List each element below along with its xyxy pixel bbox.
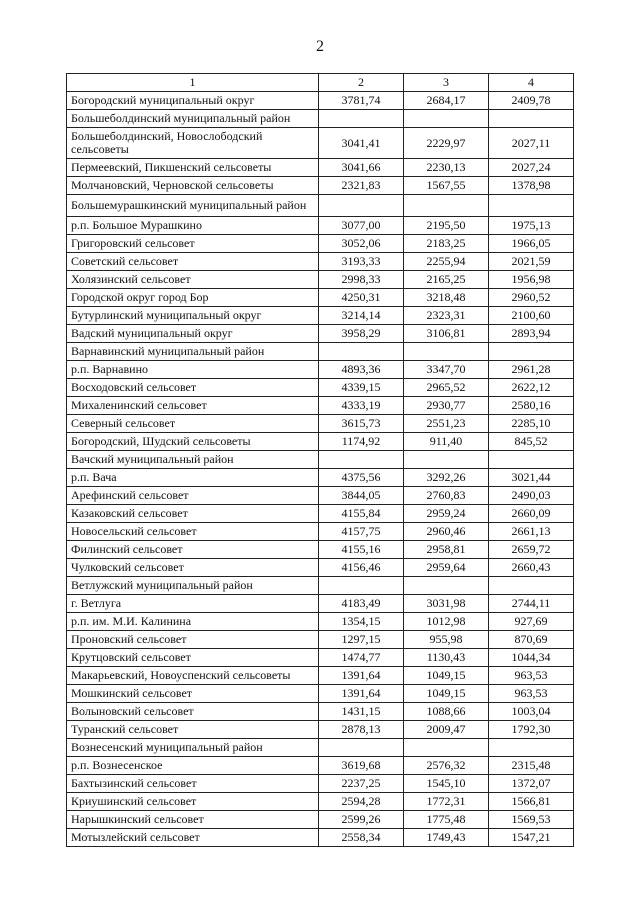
row-value-cell-4 bbox=[489, 110, 574, 128]
row-value-cell-3: 1749,43 bbox=[404, 829, 489, 847]
page-number: 2 bbox=[316, 38, 324, 55]
row-value-cell-2: 2594,28 bbox=[319, 793, 404, 811]
row-value-cell-2 bbox=[319, 577, 404, 595]
row-value-cell-4: 963,53 bbox=[489, 685, 574, 703]
row-value-cell-3 bbox=[404, 195, 489, 217]
row-value-cell-2: 3052,06 bbox=[319, 235, 404, 253]
row-value-cell-4: 1547,21 bbox=[489, 829, 574, 847]
row-name-cell: Большеболдинский, Новослободский сельсоветы bbox=[67, 128, 319, 159]
row-value-cell-3: 1088,66 bbox=[404, 703, 489, 721]
row-value-cell-4: 2285,10 bbox=[489, 415, 574, 433]
row-name-cell: Казаковский сельсовет bbox=[67, 505, 319, 523]
row-value-cell-3: 2009,47 bbox=[404, 721, 489, 739]
row-value-cell-4 bbox=[489, 343, 574, 361]
row-name-cell: Северный сельсовет bbox=[67, 415, 319, 433]
row-value-cell-3: 3218,48 bbox=[404, 289, 489, 307]
row-value-cell-2: 3041,41 bbox=[319, 128, 404, 159]
row-value-cell-2: 2237,25 bbox=[319, 775, 404, 793]
row-name-cell: Филинский сельсовет bbox=[67, 541, 319, 559]
row-value-cell-3: 2684,17 bbox=[404, 92, 489, 110]
row-value-cell-3: 1012,98 bbox=[404, 613, 489, 631]
row-name-cell: Волыновский сельсовет bbox=[67, 703, 319, 721]
row-value-cell-2: 1297,15 bbox=[319, 631, 404, 649]
row-value-cell-3: 911,40 bbox=[404, 433, 489, 451]
table-row bbox=[67, 487, 574, 505]
row-value-cell-2: 4157,75 bbox=[319, 523, 404, 541]
row-name-cell: Варнавинский муниципальный район bbox=[67, 343, 319, 361]
row-value-cell-4: 2893,94 bbox=[489, 325, 574, 343]
row-name-cell: р.п. им. М.И. Калинина bbox=[67, 613, 319, 631]
row-name-cell: Криушинский сельсовет bbox=[67, 793, 319, 811]
row-name-cell: Михаленинский сельсовет bbox=[67, 397, 319, 415]
row-name-cell: Большемурашкинский муниципальный район bbox=[67, 195, 319, 217]
table-row bbox=[67, 613, 574, 631]
row-name-cell: Большеболдинский муниципальный район bbox=[67, 110, 319, 128]
row-name-cell: Холязинский сельсовет bbox=[67, 271, 319, 289]
row-value-cell-3: 2195,50 bbox=[404, 217, 489, 235]
table-row bbox=[67, 397, 574, 415]
row-value-cell-4: 1003,04 bbox=[489, 703, 574, 721]
row-value-cell-2: 1354,15 bbox=[319, 613, 404, 631]
row-value-cell-3 bbox=[404, 110, 489, 128]
row-name-cell: Молчановский, Черновской сельсоветы bbox=[67, 177, 319, 195]
row-value-cell-2: 4156,46 bbox=[319, 559, 404, 577]
row-value-cell-2: 3619,68 bbox=[319, 757, 404, 775]
table-row bbox=[67, 253, 574, 271]
row-value-cell-3: 955,98 bbox=[404, 631, 489, 649]
row-name-cell: Арефинский сельсовет bbox=[67, 487, 319, 505]
row-value-cell-3: 1772,31 bbox=[404, 793, 489, 811]
row-value-cell-4: 1372,07 bbox=[489, 775, 574, 793]
row-name-cell: Бутурлинский муниципальный округ bbox=[67, 307, 319, 325]
row-name-cell: Новосельский сельсовет bbox=[67, 523, 319, 541]
row-value-cell-3 bbox=[404, 739, 489, 757]
row-value-cell-4: 2409,78 bbox=[489, 92, 574, 110]
row-name-cell: Вадский муниципальный округ bbox=[67, 325, 319, 343]
row-value-cell-3 bbox=[404, 343, 489, 361]
row-value-cell-4: 2961,28 bbox=[489, 361, 574, 379]
data-table bbox=[66, 73, 574, 847]
row-name-cell: Богородский муниципальный округ bbox=[67, 92, 319, 110]
header-cell-3: 3 bbox=[404, 74, 489, 92]
row-value-cell-4: 927,69 bbox=[489, 613, 574, 631]
row-name-cell: г. Ветлуга bbox=[67, 595, 319, 613]
row-value-cell-4: 2660,09 bbox=[489, 505, 574, 523]
row-value-cell-3: 3292,26 bbox=[404, 469, 489, 487]
row-value-cell-4: 2744,11 bbox=[489, 595, 574, 613]
table-row bbox=[67, 523, 574, 541]
row-value-cell-4: 1956,98 bbox=[489, 271, 574, 289]
row-name-cell: Крутцовский сельсовет bbox=[67, 649, 319, 667]
row-value-cell-2: 2321,83 bbox=[319, 177, 404, 195]
row-value-cell-4 bbox=[489, 577, 574, 595]
row-value-cell-3 bbox=[404, 451, 489, 469]
row-name-cell: р.п. Вача bbox=[67, 469, 319, 487]
row-value-cell-4: 2580,16 bbox=[489, 397, 574, 415]
table-body bbox=[67, 74, 574, 847]
row-value-cell-2: 4375,56 bbox=[319, 469, 404, 487]
row-name-cell: Чулковский сельсовет bbox=[67, 559, 319, 577]
row-value-cell-4: 2027,11 bbox=[489, 128, 574, 159]
table-row bbox=[67, 559, 574, 577]
row-value-cell-2 bbox=[319, 739, 404, 757]
row-name-cell: Пермеевский, Пикшенский сельсоветы bbox=[67, 159, 319, 177]
row-value-cell-4: 1566,81 bbox=[489, 793, 574, 811]
row-value-cell-2: 3958,29 bbox=[319, 325, 404, 343]
table-row bbox=[67, 289, 574, 307]
row-value-cell-4: 2661,13 bbox=[489, 523, 574, 541]
row-name-cell: Городской округ город Бор bbox=[67, 289, 319, 307]
row-value-cell-3: 2958,81 bbox=[404, 541, 489, 559]
row-value-cell-3: 2255,94 bbox=[404, 253, 489, 271]
row-value-cell-2: 4893,36 bbox=[319, 361, 404, 379]
row-value-cell-3 bbox=[404, 577, 489, 595]
row-value-cell-4 bbox=[489, 739, 574, 757]
row-value-cell-4: 2960,52 bbox=[489, 289, 574, 307]
row-value-cell-4 bbox=[489, 195, 574, 217]
row-value-cell-3: 3106,81 bbox=[404, 325, 489, 343]
row-value-cell-2: 3615,73 bbox=[319, 415, 404, 433]
row-value-cell-2: 3077,00 bbox=[319, 217, 404, 235]
row-value-cell-2: 4183,49 bbox=[319, 595, 404, 613]
row-value-cell-3: 2183,25 bbox=[404, 235, 489, 253]
row-value-cell-2: 2599,26 bbox=[319, 811, 404, 829]
table-row bbox=[67, 415, 574, 433]
row-name-cell: Вачский муниципальный район bbox=[67, 451, 319, 469]
row-name-cell: Туранский сельсовет bbox=[67, 721, 319, 739]
row-value-cell-2: 4333,19 bbox=[319, 397, 404, 415]
row-value-cell-2: 4155,84 bbox=[319, 505, 404, 523]
row-value-cell-3: 2965,52 bbox=[404, 379, 489, 397]
table-row bbox=[67, 92, 574, 110]
row-value-cell-4: 1975,13 bbox=[489, 217, 574, 235]
header-cell-1: 1 bbox=[67, 74, 319, 92]
row-value-cell-3: 2576,32 bbox=[404, 757, 489, 775]
table-row bbox=[67, 469, 574, 487]
row-value-cell-2: 2878,13 bbox=[319, 721, 404, 739]
row-value-cell-4: 870,69 bbox=[489, 631, 574, 649]
row-value-cell-3: 2930,77 bbox=[404, 397, 489, 415]
row-value-cell-3: 1775,48 bbox=[404, 811, 489, 829]
row-value-cell-2 bbox=[319, 451, 404, 469]
row-value-cell-3: 1049,15 bbox=[404, 667, 489, 685]
table-row bbox=[67, 793, 574, 811]
row-value-cell-4: 1792,30 bbox=[489, 721, 574, 739]
row-value-cell-3: 3031,98 bbox=[404, 595, 489, 613]
row-name-cell: р.п. Вознесенское bbox=[67, 757, 319, 775]
row-value-cell-2: 3214,14 bbox=[319, 307, 404, 325]
table-row bbox=[67, 739, 574, 757]
table-row bbox=[67, 217, 574, 235]
table-row bbox=[67, 110, 574, 128]
row-value-cell-4: 3021,44 bbox=[489, 469, 574, 487]
header-cell-4: 4 bbox=[489, 74, 574, 92]
header-cell-2: 2 bbox=[319, 74, 404, 92]
table-row bbox=[67, 829, 574, 847]
row-name-cell: р.п. Варнавино bbox=[67, 361, 319, 379]
table-row bbox=[67, 667, 574, 685]
row-value-cell-3: 2229,97 bbox=[404, 128, 489, 159]
row-value-cell-3: 2165,25 bbox=[404, 271, 489, 289]
row-name-cell: Советский сельсовет bbox=[67, 253, 319, 271]
row-value-cell-4: 2660,43 bbox=[489, 559, 574, 577]
table-row bbox=[67, 577, 574, 595]
row-value-cell-4 bbox=[489, 451, 574, 469]
row-value-cell-2: 1431,15 bbox=[319, 703, 404, 721]
table-row bbox=[67, 775, 574, 793]
table-header-row bbox=[67, 74, 574, 92]
row-value-cell-3: 2551,23 bbox=[404, 415, 489, 433]
row-name-cell: Вознесенский муниципальный район bbox=[67, 739, 319, 757]
row-value-cell-2: 3193,33 bbox=[319, 253, 404, 271]
row-name-cell: Богородский, Шудский сельсоветы bbox=[67, 433, 319, 451]
table-row bbox=[67, 757, 574, 775]
row-value-cell-2: 4339,15 bbox=[319, 379, 404, 397]
table-row bbox=[67, 379, 574, 397]
row-value-cell-4: 1378,98 bbox=[489, 177, 574, 195]
row-value-cell-4: 2622,12 bbox=[489, 379, 574, 397]
row-value-cell-4: 1569,53 bbox=[489, 811, 574, 829]
table-row bbox=[67, 307, 574, 325]
table-row bbox=[67, 541, 574, 559]
row-value-cell-3: 2323,31 bbox=[404, 307, 489, 325]
row-value-cell-2: 1391,64 bbox=[319, 667, 404, 685]
table-row bbox=[67, 325, 574, 343]
row-value-cell-2: 3844,05 bbox=[319, 487, 404, 505]
row-value-cell-3: 1049,15 bbox=[404, 685, 489, 703]
row-name-cell: Григоровский сельсовет bbox=[67, 235, 319, 253]
table-row bbox=[67, 721, 574, 739]
row-value-cell-4: 963,53 bbox=[489, 667, 574, 685]
row-value-cell-2: 3781,74 bbox=[319, 92, 404, 110]
table-row bbox=[67, 433, 574, 451]
row-name-cell: Нарышкинский сельсовет bbox=[67, 811, 319, 829]
row-name-cell: Мотызлейский сельсовет bbox=[67, 829, 319, 847]
row-value-cell-2: 2998,33 bbox=[319, 271, 404, 289]
table-row bbox=[67, 195, 574, 217]
table-row bbox=[67, 128, 574, 159]
row-value-cell-3: 2230,13 bbox=[404, 159, 489, 177]
row-name-cell: р.п. Большое Мурашкино bbox=[67, 217, 319, 235]
row-value-cell-3: 2960,46 bbox=[404, 523, 489, 541]
row-value-cell-2: 4250,31 bbox=[319, 289, 404, 307]
row-value-cell-4: 2027,24 bbox=[489, 159, 574, 177]
row-value-cell-3: 1545,10 bbox=[404, 775, 489, 793]
row-name-cell: Восходовский сельсовет bbox=[67, 379, 319, 397]
table-row bbox=[67, 595, 574, 613]
row-value-cell-3: 1567,55 bbox=[404, 177, 489, 195]
row-value-cell-4: 845,52 bbox=[489, 433, 574, 451]
row-value-cell-2: 3041,66 bbox=[319, 159, 404, 177]
row-value-cell-4: 1044,34 bbox=[489, 649, 574, 667]
table-row bbox=[67, 235, 574, 253]
row-value-cell-4: 2021,59 bbox=[489, 253, 574, 271]
row-name-cell: Макарьевский, Новоуспенский сельсоветы bbox=[67, 667, 319, 685]
row-value-cell-4: 2490,03 bbox=[489, 487, 574, 505]
table-row bbox=[67, 703, 574, 721]
row-value-cell-4: 2100,60 bbox=[489, 307, 574, 325]
row-value-cell-2: 2558,34 bbox=[319, 829, 404, 847]
row-value-cell-3: 2959,24 bbox=[404, 505, 489, 523]
row-value-cell-2: 1391,64 bbox=[319, 685, 404, 703]
row-value-cell-3: 1130,43 bbox=[404, 649, 489, 667]
row-value-cell-2 bbox=[319, 195, 404, 217]
table-row bbox=[67, 343, 574, 361]
table-row bbox=[67, 271, 574, 289]
row-value-cell-2 bbox=[319, 110, 404, 128]
row-name-cell: Мошкинский сельсовет bbox=[67, 685, 319, 703]
table-row bbox=[67, 631, 574, 649]
row-value-cell-3: 3347,70 bbox=[404, 361, 489, 379]
row-value-cell-4: 2315,48 bbox=[489, 757, 574, 775]
row-value-cell-2 bbox=[319, 343, 404, 361]
table-row bbox=[67, 649, 574, 667]
row-value-cell-2: 1174,92 bbox=[319, 433, 404, 451]
row-name-cell: Ветлужский муниципальный район bbox=[67, 577, 319, 595]
table-row bbox=[67, 451, 574, 469]
row-value-cell-4: 1966,05 bbox=[489, 235, 574, 253]
table-row bbox=[67, 177, 574, 195]
row-value-cell-2: 1474,77 bbox=[319, 649, 404, 667]
row-value-cell-2: 4155,16 bbox=[319, 541, 404, 559]
row-name-cell: Бахтызинский сельсовет bbox=[67, 775, 319, 793]
table-row bbox=[67, 159, 574, 177]
table-row bbox=[67, 361, 574, 379]
table-row bbox=[67, 685, 574, 703]
table-row bbox=[67, 811, 574, 829]
table-row bbox=[67, 505, 574, 523]
row-name-cell: Проновский сельсовет bbox=[67, 631, 319, 649]
row-value-cell-3: 2760,83 bbox=[404, 487, 489, 505]
row-value-cell-4: 2659,72 bbox=[489, 541, 574, 559]
row-value-cell-3: 2959,64 bbox=[404, 559, 489, 577]
